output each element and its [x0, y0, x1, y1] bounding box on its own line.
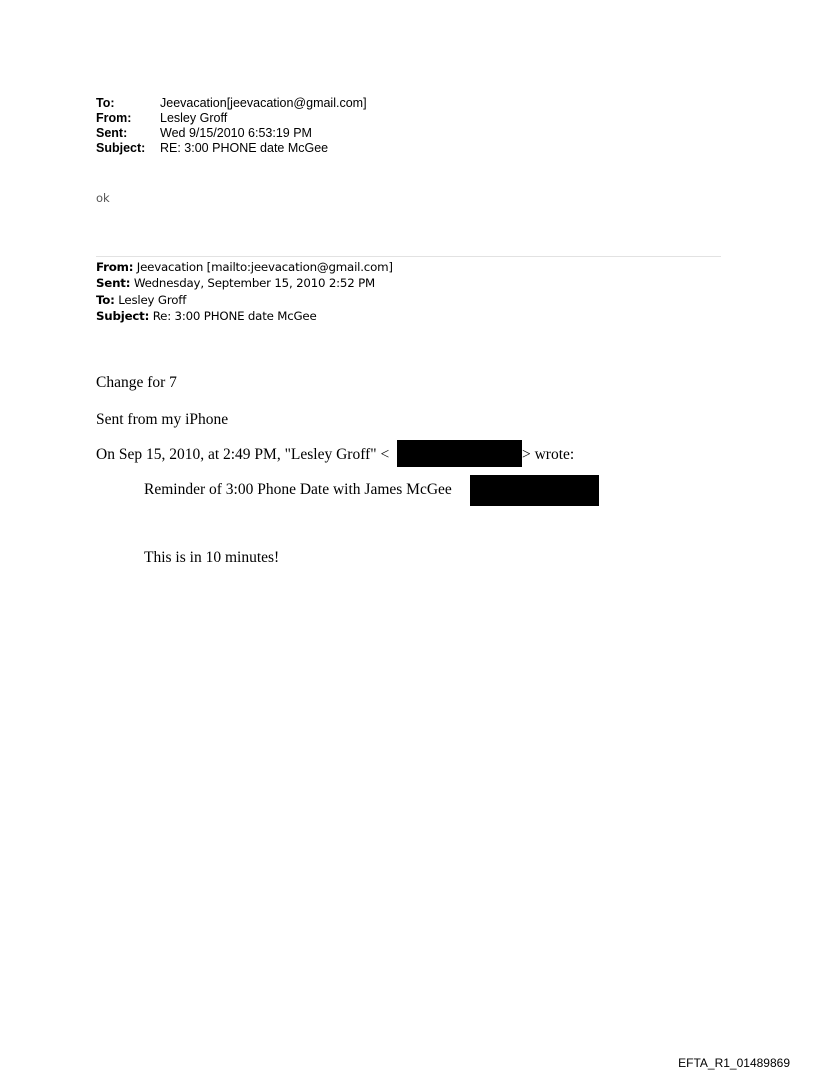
- from-value: Lesley Groff: [160, 111, 228, 125]
- quoted-sent-row: [96, 275, 393, 291]
- quoted-attribution-end: > wrote:: [522, 446, 575, 463]
- quoted-line-signature: Sent from my iPhone: [96, 411, 229, 428]
- subject-row: [96, 141, 367, 156]
- quote-divider: [96, 256, 721, 257]
- sent-value: Wed 9/15/2010 6:53:19 PM: [160, 126, 312, 140]
- quoted-attribution-start: On Sep 15, 2010, at 2:49 PM, "Lesley Groff" <: [96, 446, 390, 463]
- redaction-box: [470, 475, 599, 506]
- quoted-reminder: Reminder of 3:00 Phone Date with James McGee: [144, 481, 452, 498]
- to-row: [96, 96, 367, 111]
- to-value: Jeevacation[jeevacation@gmail.com]: [160, 96, 367, 110]
- quoted-subject-value: Re: 3:00 PHONE date McGee: [149, 308, 317, 323]
- subject-label: Subject:: [96, 141, 146, 155]
- quoted-sent-value: Wednesday, September 15, 2010 2:52 PM: [130, 276, 375, 291]
- quoted-sent-label: Sent:: [96, 276, 131, 291]
- sent-label: Sent:: [96, 126, 128, 140]
- quoted-to-row: [96, 292, 393, 308]
- quoted-from-row: [96, 259, 393, 275]
- document-id: EFTA_R1_01489869: [678, 1056, 790, 1070]
- quoted-subject-label: Subject:: [96, 308, 150, 323]
- redaction-box: [397, 440, 522, 467]
- quoted-note: This is in 10 minutes!: [144, 549, 280, 566]
- from-row: [96, 111, 367, 126]
- from-label: From:: [96, 111, 132, 125]
- to-label: To:: [96, 96, 115, 110]
- quoted-to-value: Lesley Groff: [114, 292, 187, 307]
- subject-value: RE: 3:00 PHONE date McGee: [160, 141, 329, 155]
- email-header: [96, 96, 367, 156]
- reply-body: ok: [96, 191, 110, 205]
- quoted-header: [96, 259, 393, 324]
- quoted-from-label: From:: [96, 260, 134, 274]
- sent-row: [96, 126, 367, 141]
- quoted-line-change: Change for 7: [96, 374, 177, 391]
- quoted-from-value: Jeevacation [mailto:jeevacation@gmail.com]: [133, 260, 393, 274]
- quoted-subject-row: [96, 308, 393, 324]
- quoted-to-label: To:: [96, 292, 115, 307]
